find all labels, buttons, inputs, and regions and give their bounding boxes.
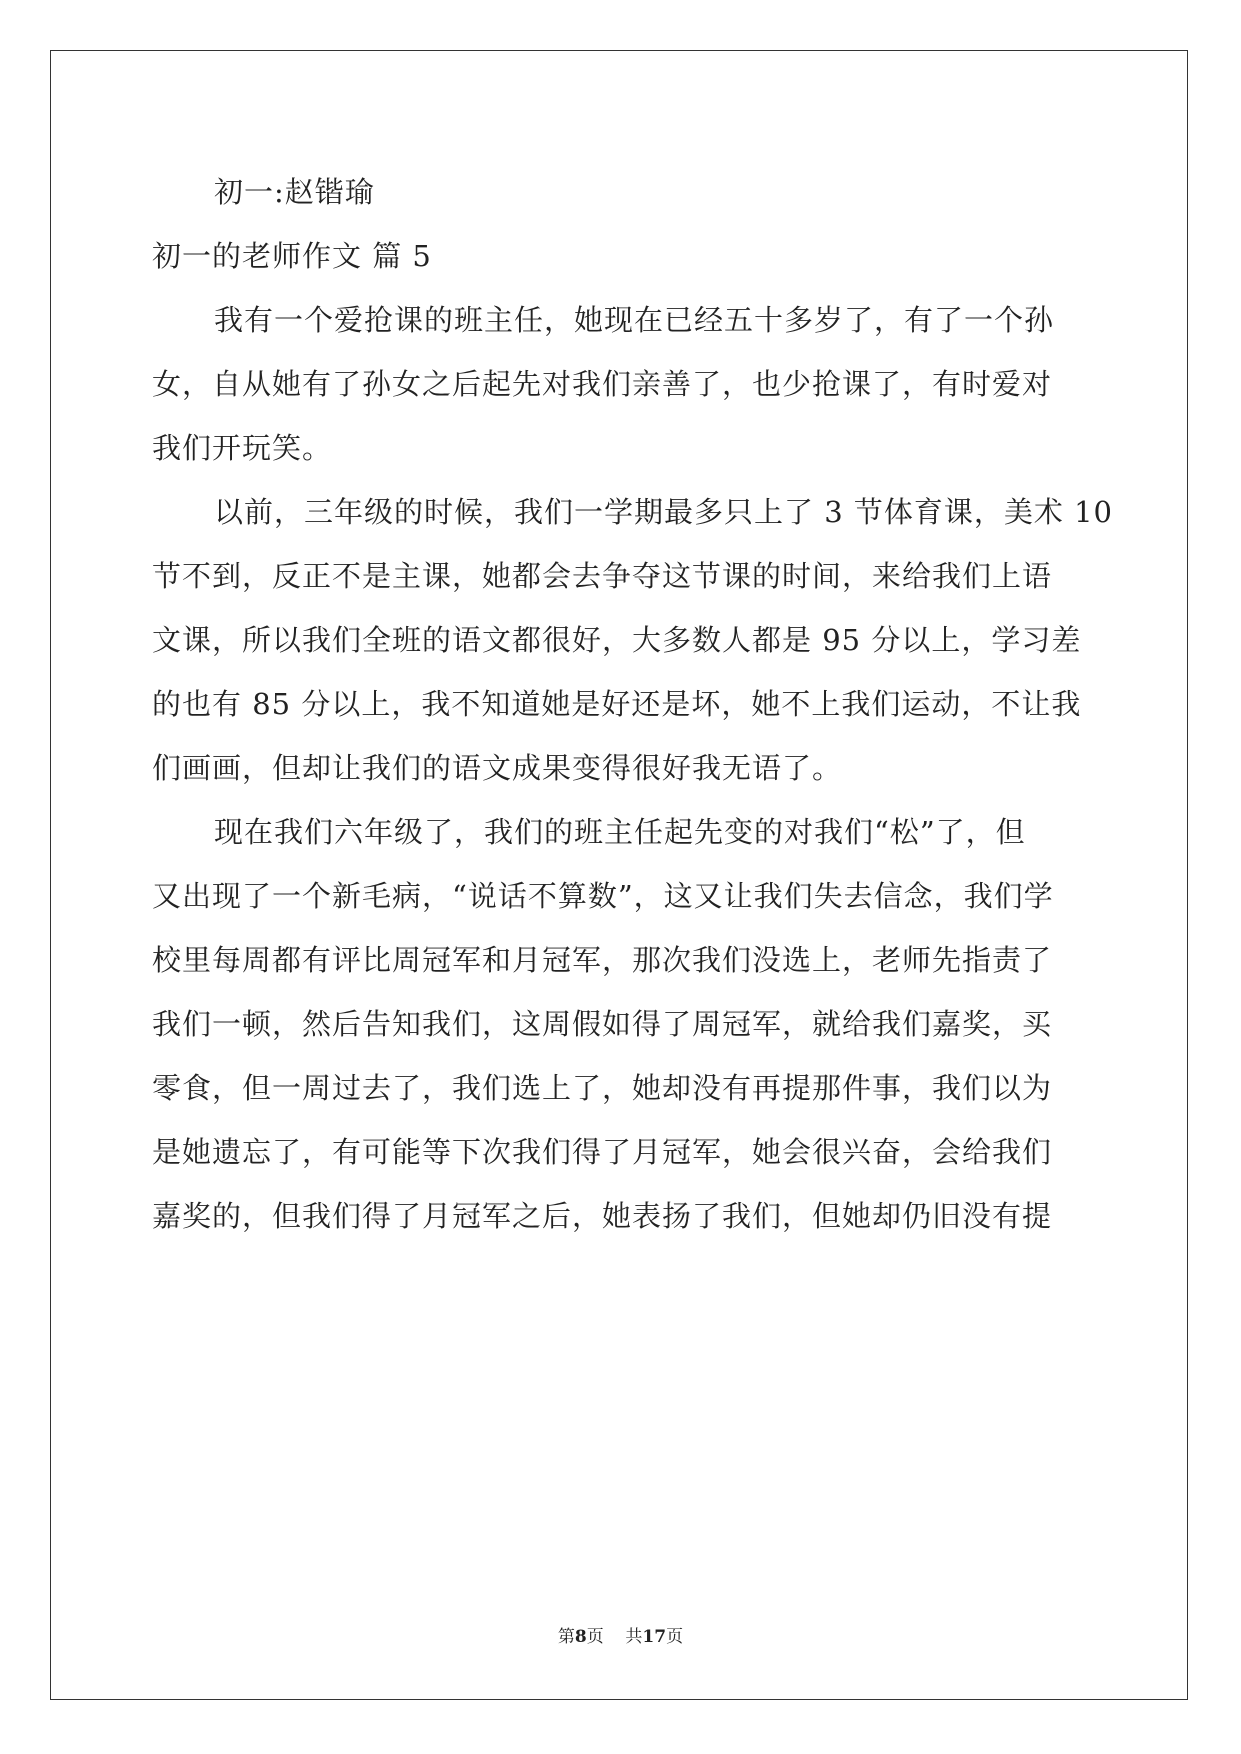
text-line: 以前，三年级的时候，我们一学期最多只上了 3 节体育课，美术 10 — [214, 495, 1114, 529]
text-line: 的也有 85 分以上，我不知道她是好还是坏，她不上我们运动，不让我 — [152, 687, 1082, 721]
text-line: 节不到，反正不是主课，她都会去争夺这节课的时间，来给我们上语 — [152, 559, 1053, 593]
footer-mid: 页 共 — [586, 1627, 643, 1647]
paragraph-3 — [152, 800, 1092, 1248]
current-page-number: 8 — [574, 1627, 587, 1647]
text-line: 校里每周都有评比周冠军和月冠军，那次我们没选上，老师先指责了 — [152, 943, 1053, 977]
text-line: 女，自从她有了孙女之后起先对我们亲善了，也少抢课了，有时爱对 — [152, 367, 1053, 401]
text-line: 现在我们六年级了，我们的班主任起先变的对我们“松”了，但 — [214, 815, 1026, 849]
text-line: 是她遗忘了，有可能等下次我们得了月冠军，她会很兴奋，会给我们 — [152, 1135, 1053, 1169]
paragraph-1 — [152, 288, 1092, 480]
paragraph-2 — [152, 480, 1114, 800]
text-line: 我们开玩笑。 — [152, 431, 333, 465]
page-footer — [0, 1622, 1241, 1647]
footer-prefix: 第 — [557, 1627, 575, 1647]
document-body — [152, 160, 1114, 1248]
text-line: 我有一个爱抢课的班主任，她现在已经五十多岁了，有了一个孙 — [214, 303, 1055, 337]
text-line: 零食，但一周过去了，我们选上了，她却没有再提那件事，我们以为 — [152, 1071, 1053, 1105]
total-page-count: 17 — [642, 1627, 667, 1647]
section-title: 初一的老师作文 篇 5 — [152, 239, 432, 273]
author-signature: 初一:赵锴瑜 — [214, 175, 375, 209]
text-line: 嘉奖的，但我们得了月冠军之后，她表扬了我们，但她却仍旧没有提 — [152, 1199, 1053, 1233]
text-line: 文课，所以我们全班的语文都很好，大多数人都是 95 分以上，学习差 — [152, 623, 1082, 657]
text-line: 我们一顿，然后告知我们，这周假如得了周冠军，就给我们嘉奖，买 — [152, 1007, 1053, 1041]
text-line: 又出现了一个新毛病，“说话不算数”，这又让我们失去信念，我们学 — [152, 879, 1054, 913]
footer-suffix: 页 — [666, 1627, 684, 1647]
text-line: 们画画，但却让我们的语文成果变得很好我无语了。 — [152, 751, 843, 785]
